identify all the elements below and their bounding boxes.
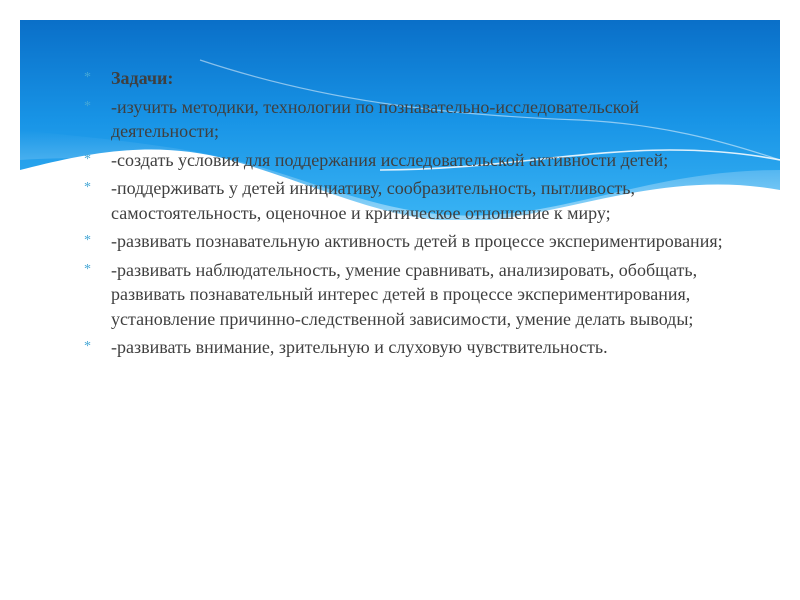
list-item xyxy=(84,229,724,254)
list-item-text: -поддерживать у детей инициативу, сообразительность, пытливость, самостоятельность, оценочное и критическое отношение к миру; xyxy=(111,178,635,223)
bullet-icon: * xyxy=(84,70,91,85)
list-item-text: -изучить методики, технологии по познавательно-исследовательской деятельности; xyxy=(111,96,640,141)
bullet-icon: * xyxy=(84,339,91,354)
list-item-text: -создать условия для поддержания исследовательской активности детей; xyxy=(111,149,669,170)
list-item-text: -развивать внимание, зрительную и слуховую чувствительность. xyxy=(111,337,608,357)
list-item xyxy=(84,95,724,144)
bullet-icon: * xyxy=(84,180,91,195)
list-item xyxy=(84,148,724,173)
bullet-icon: * xyxy=(84,151,91,167)
bullet-icon: * xyxy=(84,98,91,114)
list-item-text: -развивать познавательную активность детей в процессе экспериментирования; xyxy=(111,231,723,251)
task-list-container xyxy=(84,66,724,364)
slide xyxy=(20,20,780,580)
task-list xyxy=(84,66,724,360)
bullet-icon: * xyxy=(84,261,91,277)
tasks-heading: Задачи: xyxy=(111,68,174,88)
list-item xyxy=(84,258,724,332)
list-item xyxy=(84,176,724,225)
list-item-heading xyxy=(84,66,724,91)
list-item xyxy=(84,335,724,360)
bullet-icon: * xyxy=(84,233,91,248)
list-item-text: -развивать наблюдательность, умение сравнивать, анализировать, обобщать, развивать познавательный интерес детей в процессе экспериментирования, установление причинно-следственной зависимости, умение делать выводы; xyxy=(111,259,698,329)
